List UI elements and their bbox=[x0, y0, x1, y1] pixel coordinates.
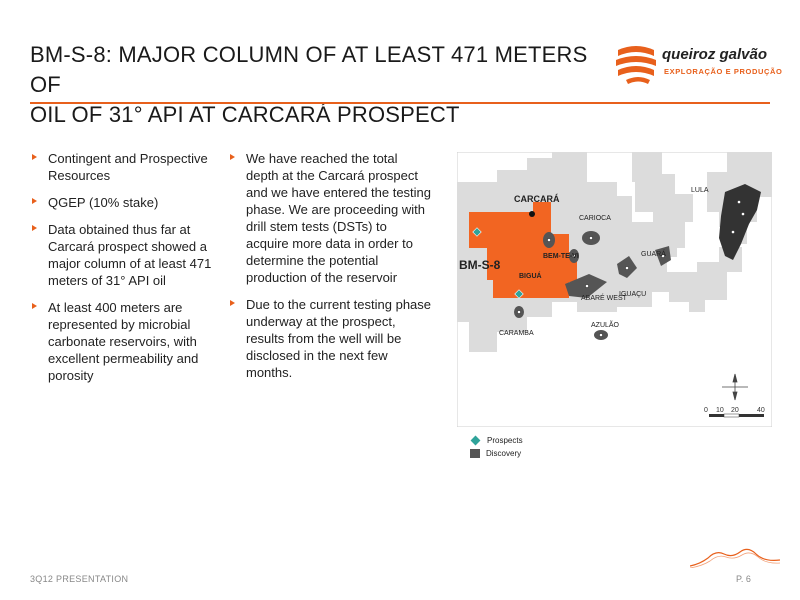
map-label-lula: LULA bbox=[691, 187, 709, 194]
right-bullet-list bbox=[228, 150, 433, 391]
bullet-icon bbox=[32, 225, 37, 231]
page-number: P. 6 bbox=[736, 574, 751, 584]
bullet-icon bbox=[32, 198, 37, 204]
map-label-carcara: CARCARÁ bbox=[514, 194, 560, 204]
legend-prospects: Prospects bbox=[470, 434, 523, 447]
logo-tagline: EXPLORAÇÃO E PRODUÇÃO bbox=[664, 67, 783, 76]
left-bullet-list bbox=[30, 150, 225, 394]
list-item: At least 400 meters are represented by microbial carbonate reservoirs, with excellent permeability and porosity bbox=[30, 299, 225, 384]
map-label-guara: GUARÁ bbox=[641, 251, 666, 258]
scale-label: 10 bbox=[716, 407, 724, 414]
map-label-carioca: CARIOCA bbox=[579, 215, 611, 222]
discovery-swatch-icon bbox=[470, 449, 480, 458]
well-marker bbox=[585, 284, 588, 287]
block-map bbox=[457, 152, 772, 427]
bullet-icon bbox=[230, 154, 235, 160]
map-label-bemtevi: BEM-TE-VI bbox=[543, 253, 579, 260]
prospect-swatch-icon bbox=[471, 436, 481, 446]
title-line-1: BM-S-8: MAJOR COLUMN OF AT LEAST 471 METERS OF bbox=[30, 42, 588, 97]
bullet-icon bbox=[32, 303, 37, 309]
legend-discovery: Discovery bbox=[470, 447, 523, 460]
well-marker bbox=[737, 200, 740, 203]
map-legend bbox=[470, 434, 523, 460]
page-title bbox=[30, 40, 600, 130]
list-item: Due to the current testing phase underway at the prospect, results from the well will be disclosed in the next few months. bbox=[228, 296, 433, 381]
list-item: We have reached the total depth at the Carcará prospect and we have entered the testing phase. We are proceeding with drill stem tests (DSTs) to acquire more data in order to determine the potential production of the reservoir bbox=[228, 150, 433, 286]
bullet-icon bbox=[230, 300, 235, 306]
title-line-2: OIL OF 31° API AT CARCARÁ PROSPECT bbox=[30, 102, 460, 127]
scale-label: 20 bbox=[731, 407, 739, 414]
well-marker bbox=[731, 230, 734, 233]
scale-label: 40 bbox=[757, 407, 765, 414]
company-logo bbox=[612, 42, 782, 86]
footer-wave-icon bbox=[690, 546, 780, 568]
list-item: Data obtained thus far at Carcará prospect showed a major column of at least 471 meters of 31° API oil bbox=[30, 221, 225, 289]
carcara-well-icon bbox=[529, 211, 535, 217]
list-item: Contingent and Prospective Resources bbox=[30, 150, 225, 184]
header-divider bbox=[30, 102, 770, 104]
logo-mark-icon bbox=[612, 42, 660, 86]
map-label-iguacu: IGUAÇU bbox=[619, 291, 647, 298]
map-label-bms8: BM-S-8 bbox=[459, 258, 501, 272]
well-marker bbox=[599, 333, 602, 336]
map-label-bigua: BIGUÁ bbox=[519, 273, 542, 280]
well-marker bbox=[517, 310, 520, 313]
bullet-icon bbox=[32, 154, 37, 160]
well-marker bbox=[589, 236, 592, 239]
scale-label: 0 bbox=[704, 407, 708, 414]
footer-label: 3Q12 PRESENTATION bbox=[30, 574, 129, 584]
well-marker bbox=[625, 266, 628, 269]
well-marker bbox=[741, 212, 744, 215]
list-item: QGEP (10% stake) bbox=[30, 194, 225, 211]
well-marker bbox=[547, 238, 550, 241]
map-label-caramba: CARAMBA bbox=[499, 330, 534, 337]
map-label-azulao: AZULÃO bbox=[591, 322, 620, 329]
logo-name: queiroz galvão bbox=[662, 46, 768, 63]
map-label-abare-west: ABARÉ WEST bbox=[581, 295, 627, 302]
